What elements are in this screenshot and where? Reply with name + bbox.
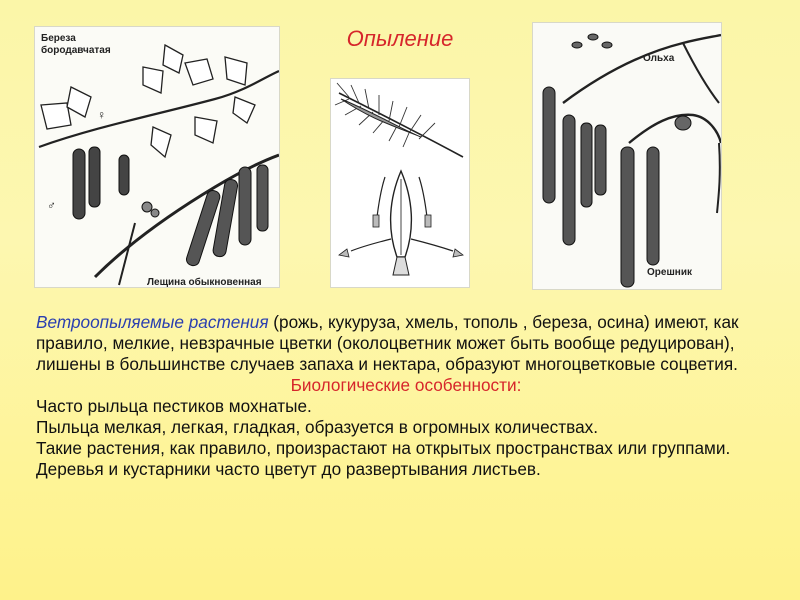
slide-title: Опыление (346, 26, 454, 51)
lead-highlight: Ветроопыляемые растения (36, 312, 269, 332)
birch-label: Береза бородавчатая (41, 33, 111, 56)
feature-line-3: Такие растения, как правило, произрастают на открытых пространствах или группами. (36, 438, 731, 458)
feature-line-2: Пыльца мелкая, легкая, гладкая, образуется в огромных количествах. (36, 417, 599, 437)
birch-hazel-illustration (34, 26, 280, 288)
male-symbol: ♂ (47, 198, 56, 212)
feature-line-4: Деревья и кустарники часто цветут до развертывания листьев. (36, 459, 541, 479)
alder-drawing (533, 23, 722, 290)
female-symbol: ♀ (97, 108, 106, 122)
feature-line-1: Часто рыльца пестиков мохнатые. (36, 396, 312, 416)
alder-hazel-illustration (532, 22, 722, 290)
hazelnut-label: Орешник (647, 267, 692, 278)
grass-drawing (331, 79, 470, 288)
alder-label: Ольха (643, 53, 675, 64)
subheading: Биологические особенности: (290, 375, 522, 395)
lead-rest: (рожь, кукуруза, хмель, тополь , береза, осина) имеют, как правило, мелкие, невзрачные цветки (околоцветник может быть вообще редуцирован), лишены в большинстве случаев запаха и нектара, образуют многоцветковые соцветия. (36, 312, 739, 374)
hazel-label: Лещина обыкновенная (147, 277, 262, 288)
body-text (36, 312, 776, 480)
lead-paragraph (36, 312, 776, 375)
grass-flower-illustration (330, 78, 470, 288)
birch-hazel-drawing (35, 27, 280, 288)
